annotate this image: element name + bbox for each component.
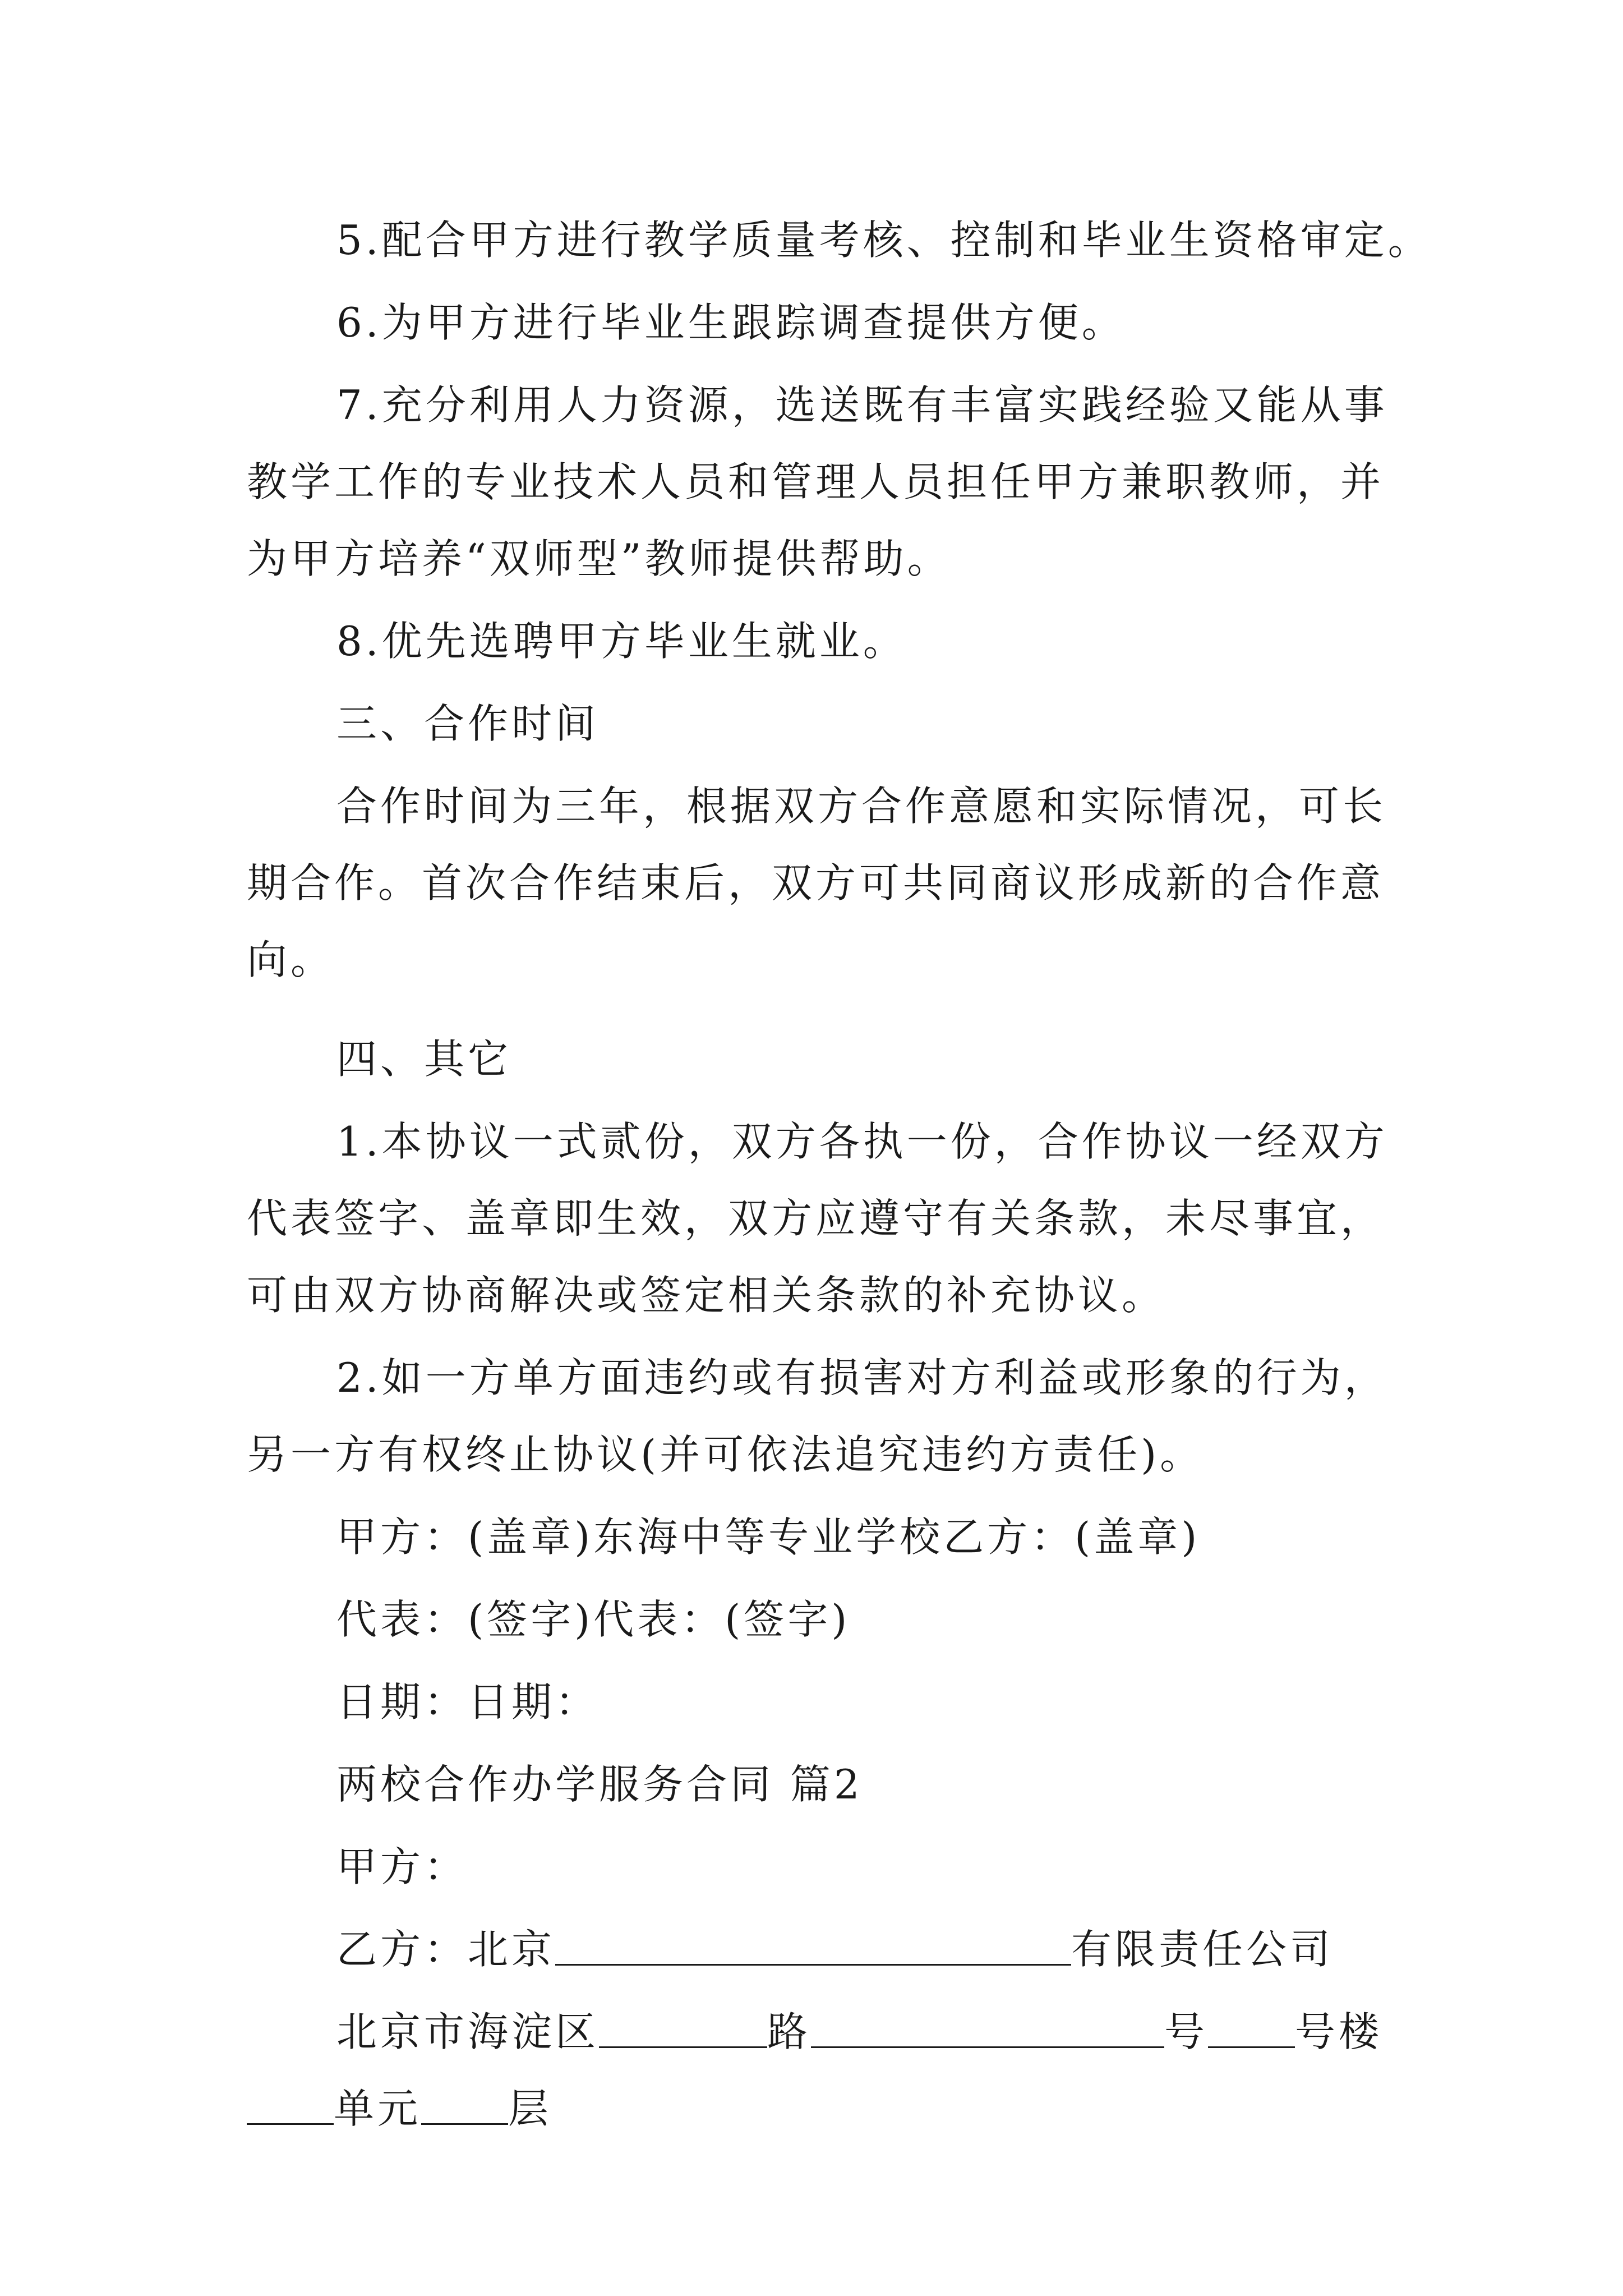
other-item-2-line-2: 另一方有权终止协议(并可依法追究违约方责任)。 (247, 1431, 1204, 1478)
address-number-label: 号 (1164, 2008, 1209, 2055)
address-district: 北京市海淀区 (336, 2008, 600, 2055)
party-b-line (247, 1911, 1385, 1988)
address-building-label: 号楼 (1295, 2008, 1383, 2055)
party-b-prefix: 乙方：北京 (336, 1926, 556, 1973)
item-8: 8.优先选聘甲方毕业生就业。 (336, 618, 907, 665)
party-a-line: 甲方： (336, 1843, 468, 1890)
item-7-line-2: 教学工作的专业技术人员和管理人员担任甲方兼职教师，并 (247, 458, 1385, 505)
other-item-2-line-1: 2.如一方单方面违约或有损害对方利益或形象的行为， (336, 1354, 1388, 1401)
road-number-blank[interactable] (811, 2003, 1164, 2048)
company-name-blank[interactable] (555, 1920, 1071, 1966)
section-heading-3: 三、合作时间 (336, 700, 600, 747)
item-7-line-1: 7.充分利用人力资源，选送既有丰富实践经验又能从事 (336, 381, 1388, 429)
document-body (247, 202, 1432, 2147)
item-6: 6.为甲方进行毕业生跟踪调查提供方便。 (336, 299, 1126, 346)
signature-date-line: 日期：日期： (336, 1678, 600, 1726)
other-item-1-line-2: 代表签字、盖章即生效，双方应遵守有关条款，未尽事宜， (247, 1195, 1385, 1242)
building-number-blank[interactable] (1208, 2003, 1295, 2048)
signature-representative-line: 代表：(签字)代表：(签字) (336, 1596, 851, 1643)
address-line-1 (247, 1994, 1385, 2070)
address-road-label: 路 (767, 2008, 811, 2055)
item-5: 5.配合甲方进行教学质量考核、控制和毕业生资格审定。 (336, 217, 1432, 264)
address-unit-label: 单元 (334, 2085, 422, 2132)
party-b-suffix: 有限责任公司 (1071, 1926, 1334, 1973)
signature-party-line: 甲方：(盖章)东海中等专业学校乙方：(盖章) (336, 1513, 1201, 1561)
item-7-line-3: 为甲方培养“双师型”教师提供帮助。 (247, 535, 951, 582)
floor-number-blank[interactable] (421, 2079, 508, 2125)
address-floor-label: 层 (508, 2085, 552, 2132)
other-item-1-line-3: 可由双方协商解决或签定相关条款的补充协议。 (247, 1272, 1166, 1319)
unit-number-blank[interactable] (247, 2079, 334, 2125)
cooperation-time-line-3: 向。 (247, 936, 335, 983)
contract-title-2: 两校合作办学服务合同 篇2 (336, 1761, 863, 1808)
cooperation-time-line-2: 期合作。首次合作结束后，双方可共同商议形成新的合作意 (247, 859, 1385, 907)
address-line-2 (247, 2070, 1385, 2147)
other-item-1-line-1: 1.本协议一式贰份，双方各执一份，合作协议一经双方 (336, 1118, 1388, 1165)
cooperation-time-line-1: 合作时间为三年，根据双方合作意愿和实际情况，可长 (336, 783, 1387, 830)
road-name-blank[interactable] (599, 2003, 767, 2048)
section-heading-4: 四、其它 (336, 1036, 512, 1083)
